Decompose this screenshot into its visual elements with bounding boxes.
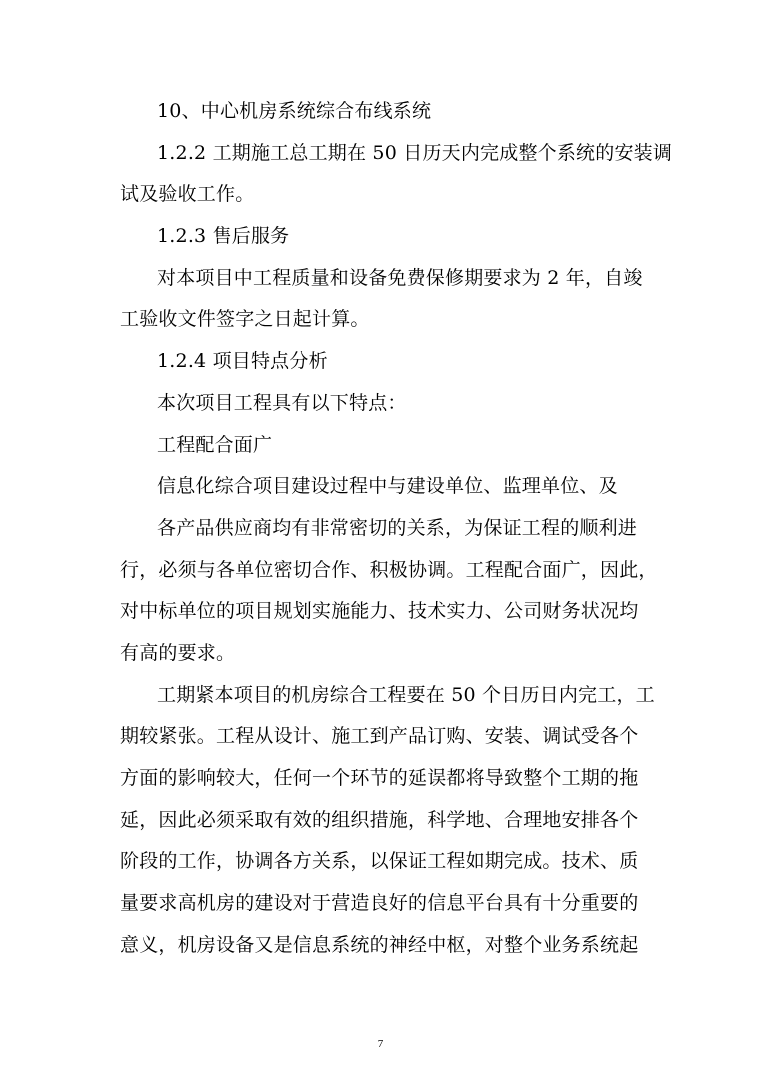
paragraph-line: 本次项目工程具有以下特点： (157, 391, 407, 414)
paragraph-line: 量要求高机房的建设对于营造良好的信息平台具有十分重要的 (120, 892, 639, 915)
heading-cabling-system: 10、中心机房系统综合布线系统 (157, 100, 432, 122)
paragraph-line: 各产品供应商均有非常密切的关系，为保证工程的顺利进 (157, 516, 638, 539)
body-text (120, 91, 673, 966)
paragraph-line: 1.2.2 工期施工总工期在 50 日历天内完成整个系统的安装调 (157, 141, 673, 164)
paragraph-line: 对本项目中工程质量和设备免费保修期要求为 2 年，自竣 (157, 266, 643, 289)
paragraph-line: 有高的要求。 (120, 641, 236, 664)
paragraph-line: 方面的影响较大，任何一个环节的延误都将导致整个工期的拖 (120, 767, 639, 789)
page-number: 7 (377, 1038, 384, 1050)
heading-project-features: 1.2.4 项目特点分析 (157, 350, 328, 373)
paragraph-line: 期较紧张。工程从设计、施工到产品订购、安装、调试受各个 (120, 725, 639, 748)
paragraph-line: 延，因此必须采取有效的组织措施，科学地、合理地安排各个 (120, 808, 639, 831)
paragraph-line: 试及验收工作。 (120, 183, 255, 206)
paragraph-line: 阶段的工作，协调各方关系，以保证工程如期完成。技术、质 (120, 850, 639, 873)
subheading-coordination: 工程配合面广 (157, 433, 273, 456)
heading-after-sales: 1.2.3 售后服务 (157, 225, 290, 248)
paragraph-line: 行，必须与各单位密切合作、积极协调。工程配合面广，因此， (120, 558, 658, 581)
paragraph-line: 工验收文件签字之日起计算。 (120, 308, 370, 331)
paragraph-line: 意义，机房设备又是信息系统的神经中枢，对整个业务系统起 (120, 933, 639, 956)
paragraph-line: 工期紧本项目的机房综合工程要在 50 个日历日内完工，工 (157, 683, 655, 706)
paragraph-line: 对中标单位的项目规划实施能力、技术实力、公司财务状况均 (120, 600, 639, 623)
paragraph-line: 信息化综合项目建设过程中与建设单位、监理单位、及 (157, 475, 618, 498)
